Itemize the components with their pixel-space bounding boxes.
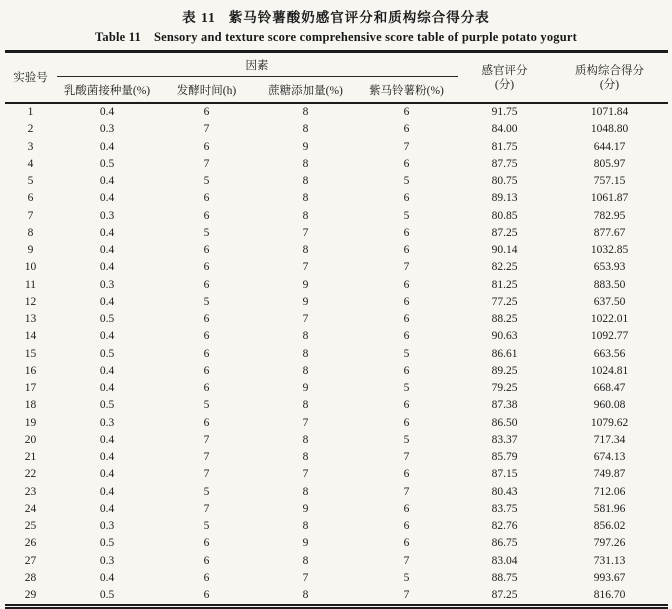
cell-inoculation: 0.4 xyxy=(99,382,115,394)
cell-texture-score: 993.67 xyxy=(593,571,626,584)
table-row xyxy=(5,363,668,380)
table-caption-cn-text: 紫马铃薯酸奶感官评分和质构综合得分表 xyxy=(228,10,490,25)
cell-potato-powder: 6 xyxy=(403,157,410,170)
cell-texture-score: 856.02 xyxy=(593,520,626,532)
cell-sensory-score: 84.00 xyxy=(491,123,518,136)
table-row xyxy=(5,311,668,328)
cell-sucrose: 8 xyxy=(302,433,309,446)
cell-texture-score: 1032.85 xyxy=(590,244,629,256)
cell-texture-score: 816.70 xyxy=(593,589,626,601)
cell-texture-score: 1092.77 xyxy=(590,330,629,343)
cell-sensory-score: 83.37 xyxy=(491,433,518,446)
cell-sensory-score: 87.25 xyxy=(491,226,518,239)
table-row xyxy=(5,432,668,449)
cell-potato-powder: 6 xyxy=(403,468,410,481)
cell-sensory-score: 80.75 xyxy=(491,175,518,187)
cell-fermentation-time: 6 xyxy=(203,364,210,377)
table-caption-cn-label: 表 11 xyxy=(182,10,216,25)
table-row xyxy=(5,173,668,190)
cell-texture-score: 717.34 xyxy=(593,433,626,446)
cell-exp-no: 12 xyxy=(24,295,37,308)
table-row xyxy=(5,501,668,518)
cell-potato-powder: 7 xyxy=(403,261,410,274)
cell-exp-no: 27 xyxy=(24,554,37,567)
cell-texture-score: 1079.62 xyxy=(590,416,629,429)
cell-sensory-score: 82.25 xyxy=(491,261,518,274)
cell-fermentation-time: 6 xyxy=(203,589,210,601)
cell-sensory-score: 82.76 xyxy=(491,520,518,532)
cell-sensory-score: 86.61 xyxy=(491,347,518,360)
cell-inoculation: 0.3 xyxy=(99,278,115,291)
cell-fermentation-time: 6 xyxy=(203,554,210,567)
cell-exp-no: 17 xyxy=(24,382,37,394)
cell-sucrose: 7 xyxy=(302,313,309,325)
cell-inoculation: 0.4 xyxy=(99,364,115,377)
cell-exp-no: 15 xyxy=(24,347,37,360)
cell-inoculation: 0.4 xyxy=(99,330,115,343)
table-row xyxy=(5,225,668,242)
cell-potato-powder: 6 xyxy=(403,226,410,239)
cell-exp-no: 22 xyxy=(24,468,37,481)
cell-exp-no: 14 xyxy=(24,330,37,343)
cell-inoculation: 0.3 xyxy=(99,123,115,136)
cell-fermentation-time: 5 xyxy=(203,175,210,187)
cell-potato-powder: 6 xyxy=(403,330,410,343)
cell-inoculation: 0.3 xyxy=(99,520,115,532)
cell-potato-powder: 5 xyxy=(403,382,410,394)
cell-fermentation-time: 7 xyxy=(203,468,210,481)
cell-potato-powder: 6 xyxy=(403,278,410,291)
table-row xyxy=(5,328,668,345)
cell-texture-score: 668.47 xyxy=(593,382,626,394)
cell-fermentation-time: 6 xyxy=(203,313,210,325)
cell-sucrose: 8 xyxy=(302,364,309,377)
cell-sensory-score: 87.15 xyxy=(491,468,518,481)
cell-sensory-score: 90.63 xyxy=(491,330,518,343)
cell-exp-no: 11 xyxy=(24,278,37,291)
cell-sucrose: 8 xyxy=(302,244,309,256)
cell-sucrose: 9 xyxy=(302,278,309,291)
table-row xyxy=(5,397,668,414)
cell-exp-no: 4 xyxy=(27,157,34,170)
cell-exp-no: 1 xyxy=(27,106,34,118)
cell-texture-score: 653.93 xyxy=(593,261,626,274)
cell-texture-score: 877.67 xyxy=(593,226,626,239)
table-row xyxy=(5,121,668,138)
cell-potato-powder: 6 xyxy=(403,416,410,429)
cell-sensory-score: 83.75 xyxy=(491,502,518,515)
cell-inoculation: 0.4 xyxy=(99,468,115,481)
cell-fermentation-time: 6 xyxy=(203,209,210,222)
cell-sucrose: 8 xyxy=(302,175,309,187)
cell-exp-no: 8 xyxy=(27,226,34,239)
cell-sucrose: 8 xyxy=(302,554,309,567)
cell-sensory-score: 87.75 xyxy=(491,157,518,170)
cell-potato-powder: 6 xyxy=(403,244,410,256)
cell-fermentation-time: 5 xyxy=(203,295,210,308)
cell-texture-score: 712.06 xyxy=(593,485,626,498)
cell-exp-no: 21 xyxy=(24,451,37,463)
table-row xyxy=(5,208,668,225)
cell-exp-no: 29 xyxy=(24,589,37,601)
table-row xyxy=(5,242,668,259)
cell-potato-powder: 6 xyxy=(403,399,410,412)
cell-sucrose: 8 xyxy=(302,192,309,205)
cell-inoculation: 0.4 xyxy=(99,175,115,187)
table-row xyxy=(5,553,668,570)
cell-sensory-score: 83.04 xyxy=(491,554,518,567)
cell-exp-no: 19 xyxy=(24,416,37,429)
cell-sucrose: 9 xyxy=(302,295,309,308)
cell-inoculation: 0.4 xyxy=(99,244,115,256)
cell-texture-score: 1024.81 xyxy=(590,364,629,377)
cell-inoculation: 0.5 xyxy=(99,313,115,325)
cell-inoculation: 0.4 xyxy=(99,433,115,446)
cell-texture-score: 1071.84 xyxy=(590,106,629,118)
cell-sucrose: 8 xyxy=(302,399,309,412)
cell-potato-powder: 7 xyxy=(403,451,410,463)
cell-sucrose: 8 xyxy=(302,123,309,136)
cell-sucrose: 7 xyxy=(302,468,309,481)
score-table-body xyxy=(5,103,668,607)
sensory-score-label: 感官评分 xyxy=(481,64,528,77)
cell-potato-powder: 5 xyxy=(403,175,410,187)
cell-texture-score: 663.56 xyxy=(593,347,626,360)
cell-sucrose: 7 xyxy=(302,226,309,239)
cell-inoculation: 0.3 xyxy=(99,554,115,567)
cell-fermentation-time: 6 xyxy=(203,382,210,394)
col-header-potato-powder: 紫马铃薯粉(%) xyxy=(356,77,458,104)
cell-exp-no: 10 xyxy=(24,261,37,274)
table-row xyxy=(5,380,668,397)
cell-exp-no: 13 xyxy=(24,313,37,325)
cell-fermentation-time: 7 xyxy=(203,433,210,446)
cell-inoculation: 0.4 xyxy=(99,106,115,118)
cell-sucrose: 7 xyxy=(302,416,309,429)
cell-potato-powder: 6 xyxy=(403,123,410,136)
cell-exp-no: 26 xyxy=(24,537,37,550)
cell-inoculation: 0.4 xyxy=(99,140,115,153)
col-header-texture-score xyxy=(552,52,668,104)
cell-sucrose: 9 xyxy=(302,502,309,515)
table-row xyxy=(5,190,668,207)
cell-exp-no: 7 xyxy=(27,209,34,222)
table-row xyxy=(5,277,668,294)
cell-exp-no: 24 xyxy=(24,502,37,515)
cell-inoculation: 0.5 xyxy=(99,589,115,601)
table-row xyxy=(5,139,668,156)
table-row xyxy=(5,466,668,483)
table-row xyxy=(5,570,668,587)
cell-potato-powder: 5 xyxy=(403,571,410,584)
cell-sensory-score: 91.75 xyxy=(491,106,518,118)
cell-sucrose: 8 xyxy=(302,209,309,222)
cell-exp-no: 23 xyxy=(24,485,37,498)
cell-sucrose: 9 xyxy=(302,537,309,550)
cell-sucrose: 8 xyxy=(302,451,309,463)
cell-fermentation-time: 6 xyxy=(203,192,210,205)
cell-potato-powder: 6 xyxy=(403,295,410,308)
cell-sensory-score: 87.25 xyxy=(491,589,518,601)
cell-sensory-score: 85.79 xyxy=(491,451,518,463)
cell-inoculation: 0.4 xyxy=(99,571,115,584)
texture-score-label: 质构综合得分 xyxy=(575,64,644,77)
cell-sucrose: 9 xyxy=(302,382,309,394)
cell-fermentation-time: 5 xyxy=(203,399,210,412)
cell-exp-no: 16 xyxy=(24,364,37,377)
cell-inoculation: 0.4 xyxy=(99,502,115,515)
cell-sucrose: 8 xyxy=(302,347,309,360)
cell-exp-no: 25 xyxy=(24,520,37,532)
cell-texture-score: 731.13 xyxy=(593,554,626,567)
cell-fermentation-time: 6 xyxy=(203,330,210,343)
cell-potato-powder: 5 xyxy=(403,209,410,222)
col-header-factors-group: 因素 xyxy=(57,52,458,77)
texture-score-unit: (分) xyxy=(599,78,620,91)
cell-potato-powder: 7 xyxy=(403,589,410,601)
cell-sensory-score: 80.43 xyxy=(491,485,518,498)
table-row xyxy=(5,535,668,552)
cell-fermentation-time: 6 xyxy=(203,140,210,153)
cell-sensory-score: 77.25 xyxy=(491,295,518,308)
cell-inoculation: 0.5 xyxy=(99,347,115,360)
score-table xyxy=(5,50,668,609)
cell-sensory-score: 88.25 xyxy=(491,313,518,325)
cell-potato-powder: 7 xyxy=(403,554,410,567)
cell-fermentation-time: 7 xyxy=(203,502,210,515)
cell-exp-no: 9 xyxy=(27,244,34,256)
cell-sensory-score: 86.50 xyxy=(491,416,518,429)
table-caption-english xyxy=(0,30,672,45)
table-row xyxy=(5,484,668,501)
cell-potato-powder: 7 xyxy=(403,485,410,498)
cell-potato-powder: 6 xyxy=(403,313,410,325)
col-header-sucrose: 蔗糖添加量(%) xyxy=(256,77,356,104)
cell-inoculation: 0.4 xyxy=(99,192,115,205)
table-caption-en-label: Table 11 xyxy=(94,30,141,44)
cell-sucrose: 7 xyxy=(302,571,309,584)
cell-texture-score: 637.50 xyxy=(593,295,626,308)
cell-texture-score: 674.13 xyxy=(593,451,626,463)
cell-exp-no: 2 xyxy=(27,123,34,136)
cell-sucrose: 8 xyxy=(302,157,309,170)
cell-fermentation-time: 5 xyxy=(203,226,210,239)
cell-potato-powder: 6 xyxy=(403,502,410,515)
cell-inoculation: 0.4 xyxy=(99,485,115,498)
table-row xyxy=(5,156,668,173)
cell-potato-powder: 5 xyxy=(403,433,410,446)
cell-sensory-score: 87.38 xyxy=(491,399,518,412)
cell-sucrose: 9 xyxy=(302,140,309,153)
cell-sensory-score: 86.75 xyxy=(491,537,518,550)
cell-fermentation-time: 6 xyxy=(203,416,210,429)
cell-potato-powder: 6 xyxy=(403,106,410,118)
cell-fermentation-time: 6 xyxy=(203,347,210,360)
cell-potato-powder: 7 xyxy=(403,140,410,153)
cell-texture-score: 960.08 xyxy=(593,399,626,412)
col-header-fermentation-time: 发酵时间(h) xyxy=(158,77,256,104)
cell-texture-score: 1022.01 xyxy=(590,313,629,325)
cell-sensory-score: 81.25 xyxy=(491,278,518,291)
cell-inoculation: 0.5 xyxy=(99,157,115,170)
cell-sensory-score: 80.85 xyxy=(491,209,518,222)
cell-sensory-score: 88.75 xyxy=(491,571,518,584)
cell-potato-powder: 6 xyxy=(403,364,410,377)
cell-texture-score: 782.95 xyxy=(593,209,626,222)
cell-inoculation: 0.5 xyxy=(99,537,115,550)
cell-sucrose: 8 xyxy=(302,330,309,343)
cell-inoculation: 0.3 xyxy=(99,416,115,429)
table-row xyxy=(5,449,668,466)
cell-inoculation: 0.4 xyxy=(99,261,115,274)
cell-potato-powder: 6 xyxy=(403,192,410,205)
cell-sucrose: 8 xyxy=(302,520,309,532)
cell-exp-no: 18 xyxy=(24,399,37,412)
header-row-1 xyxy=(5,52,668,77)
cell-fermentation-time: 7 xyxy=(203,157,210,170)
cell-sucrose: 8 xyxy=(302,589,309,601)
table-row xyxy=(5,103,668,121)
cell-sensory-score: 90.14 xyxy=(491,244,518,256)
cell-fermentation-time: 6 xyxy=(203,537,210,550)
cell-fermentation-time: 5 xyxy=(203,520,210,532)
sensory-score-unit: (分) xyxy=(494,78,515,91)
cell-texture-score: 1061.87 xyxy=(590,192,629,205)
table-row xyxy=(5,415,668,432)
cell-fermentation-time: 6 xyxy=(203,278,210,291)
cell-texture-score: 644.17 xyxy=(593,140,626,153)
cell-texture-score: 1048.80 xyxy=(590,123,629,136)
table-row xyxy=(5,518,668,535)
cell-inoculation: 0.5 xyxy=(99,399,115,412)
cell-exp-no: 20 xyxy=(24,433,37,446)
cell-sensory-score: 89.13 xyxy=(491,192,518,205)
cell-texture-score: 883.50 xyxy=(593,278,626,291)
cell-potato-powder: 6 xyxy=(403,537,410,550)
cell-sensory-score: 89.25 xyxy=(491,364,518,377)
table-caption-en-text: Sensory and texture score comprehensive score table of purple potato yogurt xyxy=(153,30,577,44)
cell-fermentation-time: 7 xyxy=(203,451,210,463)
cell-texture-score: 805.97 xyxy=(593,157,626,170)
col-header-sensory-score xyxy=(458,52,552,104)
cell-sucrose: 7 xyxy=(302,261,309,274)
col-header-inoculation: 乳酸菌接种量(%) xyxy=(57,77,158,104)
cell-fermentation-time: 6 xyxy=(203,261,210,274)
col-header-experiment-no: 实验号 xyxy=(5,52,57,104)
cell-exp-no: 6 xyxy=(27,192,34,205)
cell-inoculation: 0.4 xyxy=(99,226,115,239)
cell-sucrose: 8 xyxy=(302,106,309,118)
score-table-header xyxy=(5,52,668,104)
cell-texture-score: 749.87 xyxy=(593,468,626,481)
cell-potato-powder: 6 xyxy=(403,520,410,532)
table-row xyxy=(5,294,668,311)
cell-texture-score: 797.26 xyxy=(593,537,626,550)
cell-inoculation: 0.3 xyxy=(99,209,115,222)
cell-inoculation: 0.4 xyxy=(99,451,115,463)
cell-fermentation-time: 6 xyxy=(203,244,210,256)
cell-fermentation-time: 6 xyxy=(203,571,210,584)
cell-exp-no: 3 xyxy=(27,140,34,153)
cell-exp-no: 5 xyxy=(27,175,34,187)
cell-potato-powder: 5 xyxy=(403,347,410,360)
cell-texture-score: 757.15 xyxy=(593,175,626,187)
cell-fermentation-time: 5 xyxy=(203,485,210,498)
cell-fermentation-time: 6 xyxy=(203,106,210,118)
cell-sucrose: 8 xyxy=(302,485,309,498)
cell-fermentation-time: 7 xyxy=(203,123,210,136)
cell-inoculation: 0.4 xyxy=(99,295,115,308)
table-row xyxy=(5,346,668,363)
cell-texture-score: 581.96 xyxy=(593,502,626,515)
table-caption-chinese xyxy=(0,0,672,26)
cell-exp-no: 28 xyxy=(24,571,37,584)
cell-sensory-score: 81.75 xyxy=(491,140,518,153)
table-row xyxy=(5,259,668,276)
cell-sensory-score: 79.25 xyxy=(491,382,518,394)
